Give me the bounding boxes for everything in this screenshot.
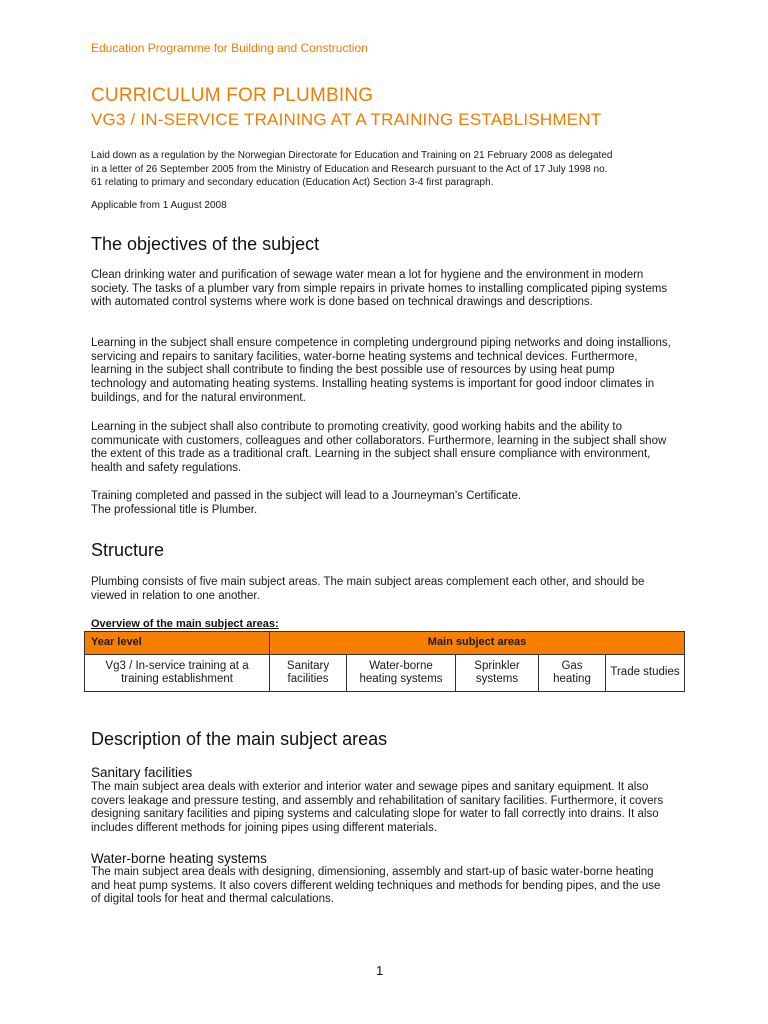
waterborne-paragraph bbox=[91, 866, 671, 907]
paragraph-text: Training completed and passed in the subject will lead to a Journeyman's Certificate. bbox=[91, 490, 522, 502]
area-cell: Gas heating bbox=[539, 655, 606, 692]
objectives-paragraph-2 bbox=[91, 337, 671, 406]
sanitary-heading: Sanitary facilities bbox=[91, 765, 193, 780]
table-header-row bbox=[85, 632, 685, 655]
table-caption: Overview of the main subject areas: bbox=[91, 618, 279, 630]
curriculum-subtitle: VG3 / IN-SERVICE TRAINING AT A TRAINING ESTABLISHMENT bbox=[91, 110, 602, 129]
objectives-paragraph-3 bbox=[91, 421, 671, 476]
regulation-line: Laid down as a regulation by the Norwegian Directorate for Education and Training on 21 February 2008 as delegated bbox=[91, 150, 613, 161]
paragraph-text: Clean drinking water and purification of sewage water mean a lot for hygiene and the environment in modern society. The tasks of a plumber vary from simple repairs in private homes to installing complicated piping systems with automated control systems where work is done based on technical drawings and descriptions. bbox=[91, 269, 668, 309]
waterborne-heading: Water-borne heating systems bbox=[91, 851, 267, 866]
description-heading: Description of the main subject areas bbox=[91, 729, 388, 749]
regulation-line: 61 relating to primary and secondary education (Education Act) Section 3-4 first paragraph. bbox=[91, 177, 494, 189]
paragraph-text: The main subject area deals with exterior and interior water and sewage pipes and sanitary equipment. It also covers leakage and pressure testing, and assembly and rehabilitation of sanitary facilities. Furthermore, it covers designing sanitary facilities and piping systems and calculating slope for water to fall correctly into drains. It also includes different methods for joining pipes using different materials. bbox=[91, 781, 664, 835]
subject-areas-table bbox=[84, 631, 685, 692]
regulation-line: in a letter of 26 September 2005 from the Ministry of Education and Research pursuant to the Act of 17 July 1998 no. bbox=[91, 163, 608, 175]
sanitary-paragraph bbox=[91, 781, 671, 836]
area-cell: Sprinkler systems bbox=[456, 655, 539, 692]
applicable-date: Applicable from 1 August 2008 bbox=[91, 200, 227, 211]
curriculum-title: CURRICULUM FOR PLUMBING bbox=[91, 85, 374, 106]
structure-paragraph bbox=[91, 576, 671, 603]
structure-heading: Structure bbox=[91, 540, 165, 560]
page-number: 1 bbox=[376, 963, 384, 978]
year-level-header: Year level bbox=[85, 632, 270, 655]
paragraph-text: The professional title is Plumber. bbox=[91, 503, 258, 516]
table-row bbox=[85, 655, 685, 692]
paragraph-text: Plumbing consists of five main subject areas. The main subject areas complement each other, and should be viewed in relation to one another. bbox=[91, 576, 645, 602]
regulation-text bbox=[91, 149, 691, 190]
area-cell: Trade studies bbox=[606, 655, 685, 692]
main-areas-header: Main subject areas bbox=[270, 632, 685, 655]
area-cell: Sanitary facilities bbox=[270, 655, 347, 692]
paragraph-text: The main subject area deals with designing, dimensioning, assembly and start-up of basic water-borne heating and heat pump systems. It also covers different welding techniques and methods for bending pipes, and the use of digital tools for heat and thermal calculations. bbox=[91, 866, 661, 906]
objectives-paragraph-4 bbox=[91, 490, 671, 517]
year-level-cell: Vg3 / In-service training at a training establishment bbox=[85, 655, 270, 692]
running-header: Education Programme for Building and Construction bbox=[91, 41, 368, 55]
objectives-paragraph-1 bbox=[91, 269, 671, 310]
paragraph-text: Learning in the subject shall ensure competence in completing underground piping networks and doing installions, servicing and repairs to sanitary facilities, water-borne heating systems and technical devices. Furthermore, learning in the subject shall contribute to finding the best possible use of resources by using heat pump technology and automating heating systems. Installing heating systems is important for good indoor climates in buildings, and for the natural environment. bbox=[91, 337, 671, 404]
area-cell: Water-borne heating systems bbox=[347, 655, 456, 692]
objectives-heading: The objectives of the subject bbox=[91, 234, 320, 254]
paragraph-text: Learning in the subject shall also contribute to promoting creativity, good working habits and the ability to communicate with customers, colleagues and other collaborators. Furthermore, learning in the subject shall show the extent of this trade as a traditional craft. Learning in the subject shall ensure compliance with environment, health and safety regulations. bbox=[91, 421, 667, 475]
